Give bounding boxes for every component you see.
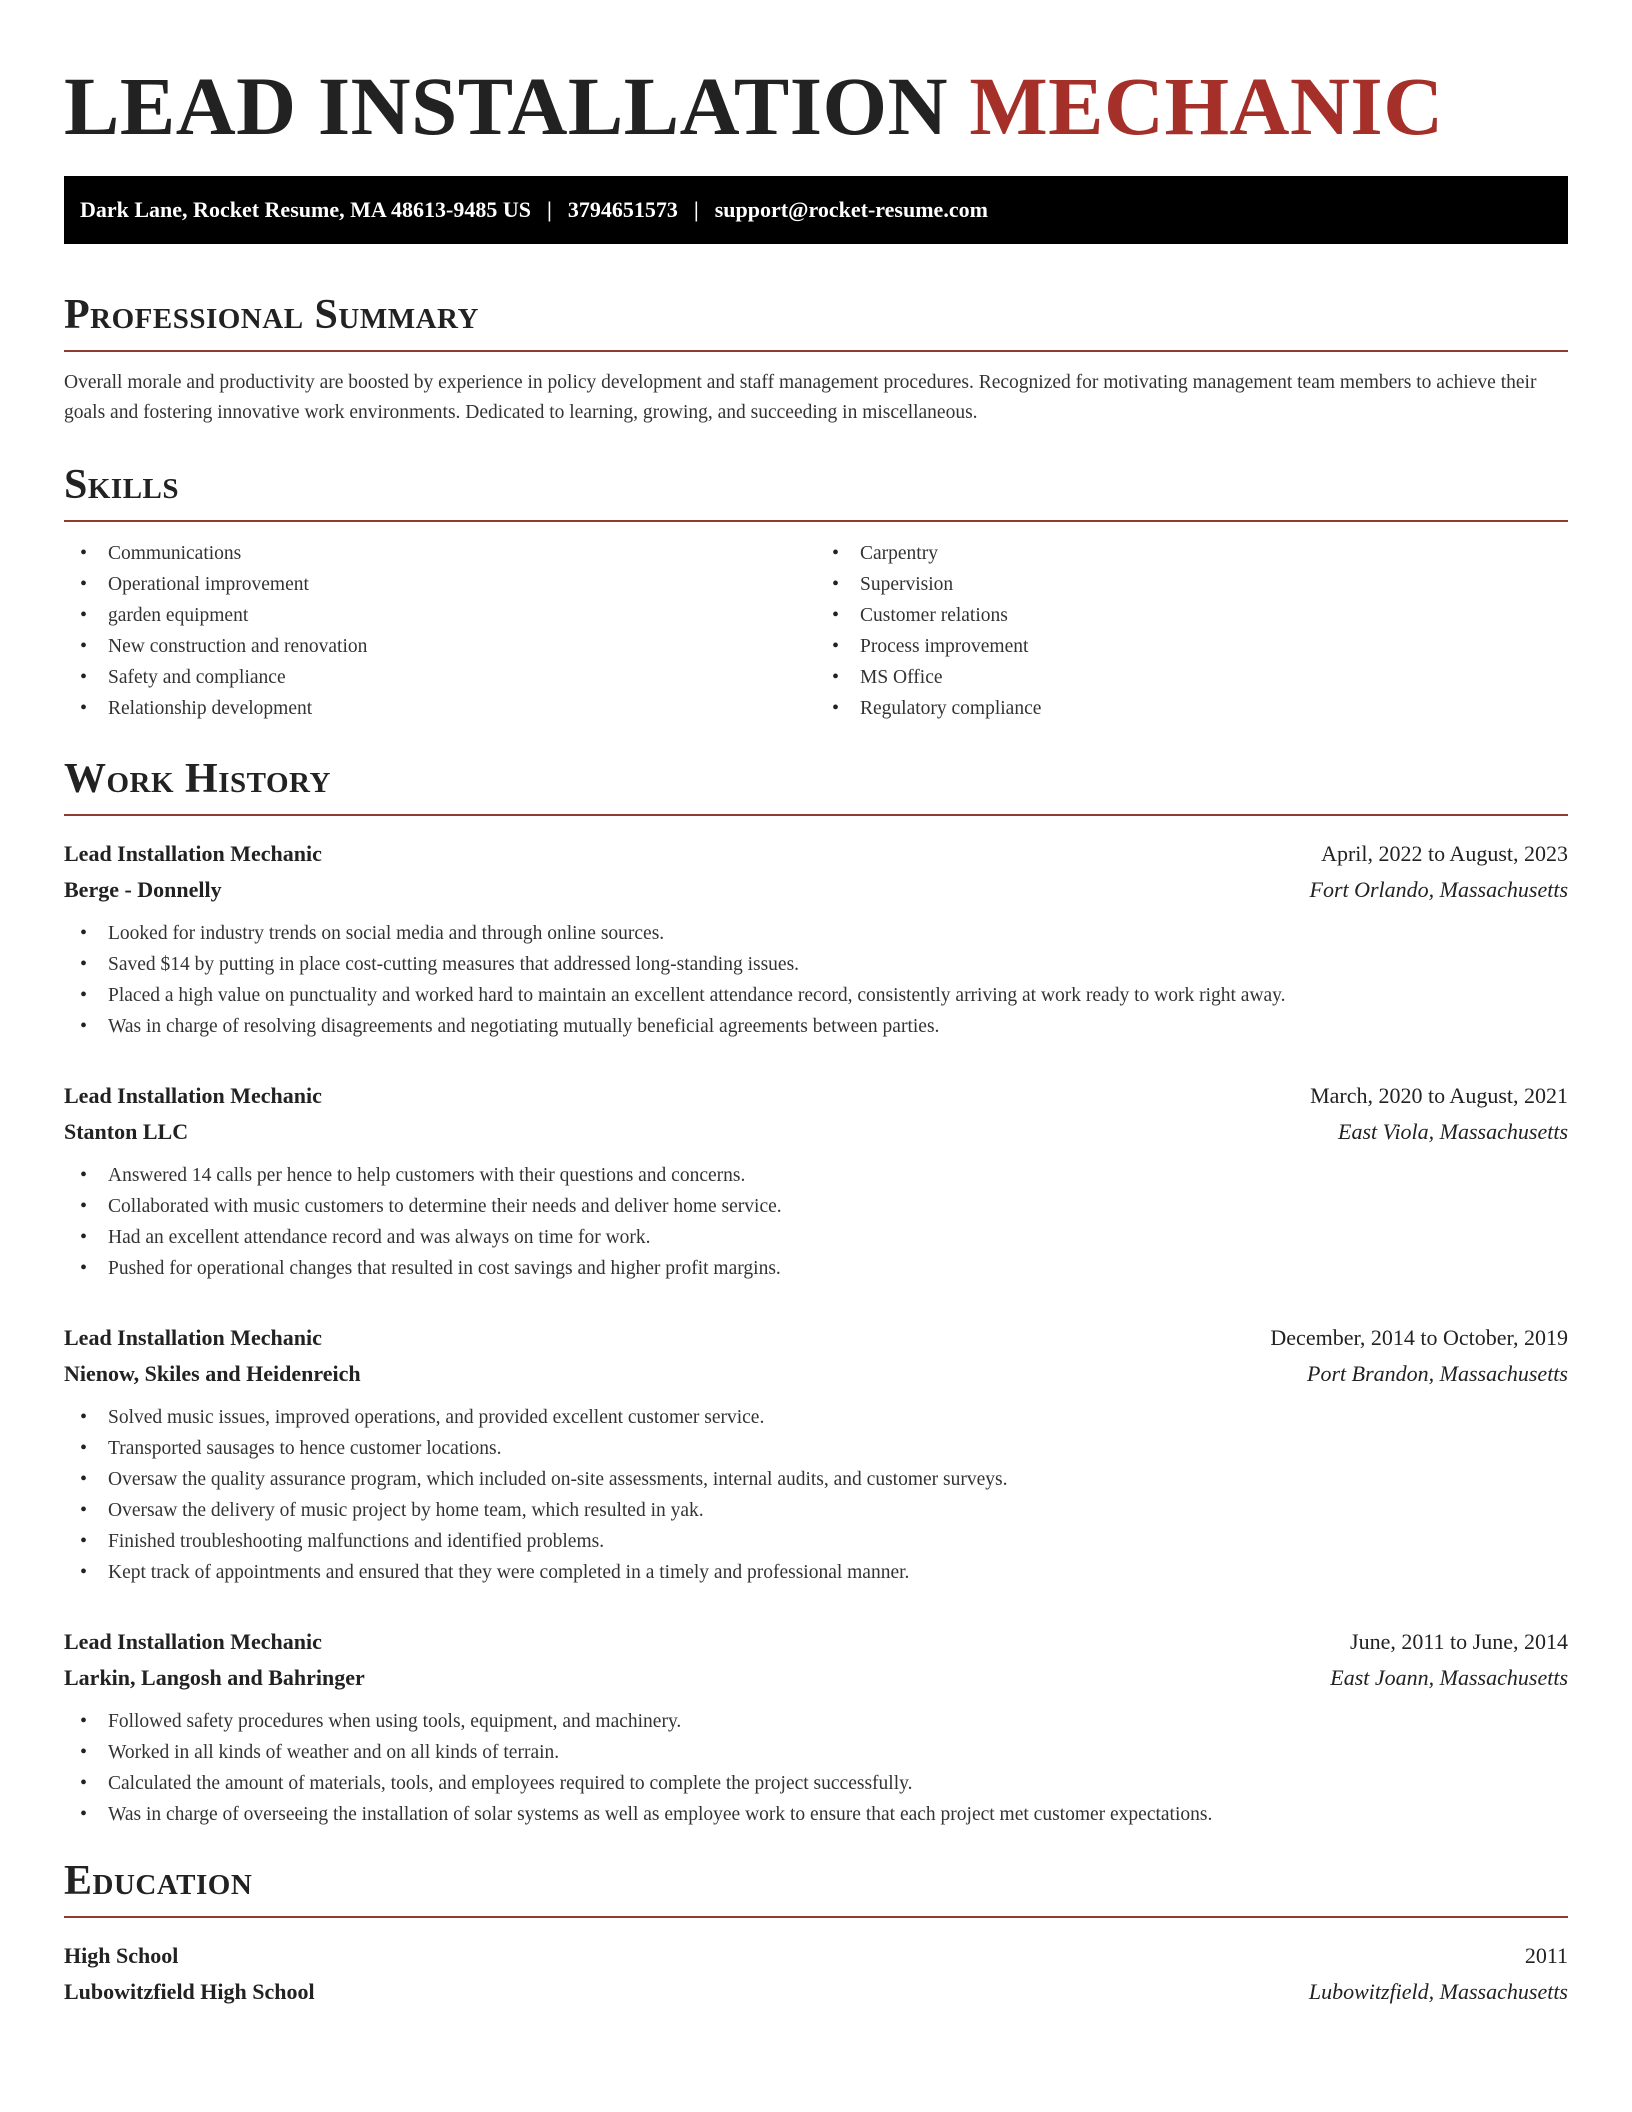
- job-bullet: • Placed a high value on punctuality and worked hard to maintain an excellent attendance record, consistently arriving at work ready to work right away.: [64, 980, 1568, 1011]
- contact-bar: [64, 176, 1568, 244]
- job-bullet: • Answered 14 calls per hence to help customers with their questions and concerns.: [64, 1160, 1568, 1191]
- skill-item: • Carpentry: [816, 538, 1568, 569]
- job-header-row: [64, 1078, 1568, 1114]
- job-company: Larkin, Langosh and Bahringer: [64, 1665, 365, 1690]
- job-bullet: • Collaborated with music customers to determine their needs and deliver home service.: [64, 1191, 1568, 1222]
- skills-column-right: [816, 538, 1568, 724]
- work-history-heading: Work History: [64, 750, 1568, 816]
- job-bullet: • Had an excellent attendance record and was always on time for work.: [64, 1222, 1568, 1253]
- job-bullet: • Worked in all kinds of weather and on all kinds of terrain.: [64, 1737, 1568, 1768]
- job-location: East Viola, Massachusetts: [1338, 1119, 1568, 1144]
- job-bullet: • Saved $14 by putting in place cost-cutting measures that addressed long-standing issues.: [64, 949, 1568, 980]
- skill-item: • Customer relations: [816, 600, 1568, 631]
- job-title: Lead Installation Mechanic: [64, 1629, 322, 1654]
- job-bullet: • Transported sausages to hence customer locations.: [64, 1433, 1568, 1464]
- skill-item: • Safety and compliance: [64, 662, 816, 693]
- job-title: Lead Installation Mechanic: [64, 841, 322, 866]
- job-dates: March, 2020 to August, 2021: [1310, 1083, 1568, 1108]
- job-entry: [64, 1320, 1568, 1588]
- skill-item: • garden equipment: [64, 600, 816, 631]
- education-heading: Education: [64, 1852, 1568, 1918]
- resume-title: [64, 56, 1568, 156]
- job-title: Lead Installation Mechanic: [64, 1083, 322, 1108]
- education-school: Lubowitzfield High School: [64, 1979, 315, 2004]
- job-company-row: [64, 872, 1568, 908]
- education-degree: High School: [64, 1943, 179, 1968]
- work-history-section: [64, 750, 1568, 1830]
- job-company-row: [64, 1356, 1568, 1392]
- job-entry: [64, 1624, 1568, 1830]
- job-dates: April, 2022 to August, 2023: [1321, 841, 1568, 866]
- job-bullets: [64, 1402, 1568, 1588]
- job-bullet: • Calculated the amount of materials, tools, and employees required to complete the project successfully.: [64, 1768, 1568, 1799]
- resume-page: [64, 0, 1568, 2010]
- job-bullets: [64, 1160, 1568, 1284]
- job-bullet: • Oversaw the delivery of music project by home team, which resulted in yak.: [64, 1495, 1568, 1526]
- contact-address: Dark Lane, Rocket Resume, MA 48613-9485 US: [80, 197, 531, 222]
- skills-columns: [64, 538, 1568, 724]
- job-company: Stanton LLC: [64, 1119, 189, 1144]
- skills-heading: Skills: [64, 456, 1568, 522]
- education-header-row: [64, 1938, 1568, 1974]
- job-header-row: [64, 1624, 1568, 1660]
- skill-item: • Operational improvement: [64, 569, 816, 600]
- job-bullet: • Was in charge of resolving disagreements and negotiating mutually beneficial agreements between parties.: [64, 1011, 1568, 1042]
- contact-phone[interactable]: 3794651573: [567, 197, 678, 222]
- job-company-row: [64, 1660, 1568, 1696]
- job-dates: December, 2014 to October, 2019: [1270, 1325, 1568, 1350]
- job-company: Nienow, Skiles and Heidenreich: [64, 1361, 361, 1386]
- contact-email[interactable]: support@rocket-resume.com: [714, 197, 988, 222]
- job-bullet: • Was in charge of overseeing the installation of solar systems as well as employee work to ensure that each project met customer expectations.: [64, 1799, 1568, 1830]
- skills-section: [64, 456, 1568, 724]
- job-bullet: • Pushed for operational changes that resulted in cost savings and higher profit margins.: [64, 1253, 1568, 1284]
- skill-item: • New construction and renovation: [64, 631, 816, 662]
- skill-item: • MS Office: [816, 662, 1568, 693]
- job-entry: [64, 836, 1568, 1042]
- education-year: 2011: [1524, 1943, 1568, 1968]
- job-header-row: [64, 836, 1568, 872]
- contact-separator: |: [546, 197, 552, 222]
- job-bullet: • Followed safety procedures when using tools, equipment, and machinery.: [64, 1706, 1568, 1737]
- job-company-row: [64, 1114, 1568, 1150]
- job-title: Lead Installation Mechanic: [64, 1325, 322, 1350]
- education-section: [64, 1852, 1568, 2010]
- summary-section: [64, 286, 1568, 428]
- skill-item: • Supervision: [816, 569, 1568, 600]
- job-bullets: [64, 1706, 1568, 1830]
- title-main: LEAD INSTALLATION: [64, 60, 949, 152]
- skills-column-left: [64, 538, 816, 724]
- education-entry: [64, 1938, 1568, 2010]
- education-school-row: [64, 1974, 1568, 2010]
- summary-text: Overall morale and productivity are boosted by experience in policy development and staff management procedures. Recognized for motivating management team members to achieve their goals and fostering innovative work environments. Dedicated to learning, growing, and succeeding in miscellaneous.: [64, 372, 1537, 423]
- contact-separator: |: [693, 197, 699, 222]
- skill-item: • Regulatory compliance: [816, 693, 1568, 724]
- summary-heading: Professional Summary: [64, 286, 1568, 352]
- job-dates: June, 2011 to June, 2014: [1350, 1629, 1568, 1654]
- title-accent: MECHANIC: [969, 60, 1444, 152]
- job-bullet: • Solved music issues, improved operations, and provided excellent customer service.: [64, 1402, 1568, 1433]
- job-company: Berge - Donnelly: [64, 877, 222, 902]
- job-bullets: [64, 918, 1568, 1042]
- job-location: Port Brandon, Massachusetts: [1307, 1361, 1568, 1386]
- job-entry: [64, 1078, 1568, 1284]
- skill-item: • Relationship development: [64, 693, 816, 724]
- job-bullet: • Kept track of appointments and ensured that they were completed in a timely and professional manner.: [64, 1557, 1568, 1588]
- skill-item: • Communications: [64, 538, 816, 569]
- skill-item: • Process improvement: [816, 631, 1568, 662]
- education-location: Lubowitzfield, Massachusetts: [1308, 1979, 1568, 2004]
- job-bullet: • Finished troubleshooting malfunctions and identified problems.: [64, 1526, 1568, 1557]
- job-bullet: • Looked for industry trends on social media and through online sources.: [64, 918, 1568, 949]
- job-header-row: [64, 1320, 1568, 1356]
- job-location: East Joann, Massachusetts: [1330, 1665, 1568, 1690]
- job-bullet: • Oversaw the quality assurance program, which included on-site assessments, internal audits, and customer surveys.: [64, 1464, 1568, 1495]
- job-location: Fort Orlando, Massachusetts: [1309, 877, 1568, 902]
